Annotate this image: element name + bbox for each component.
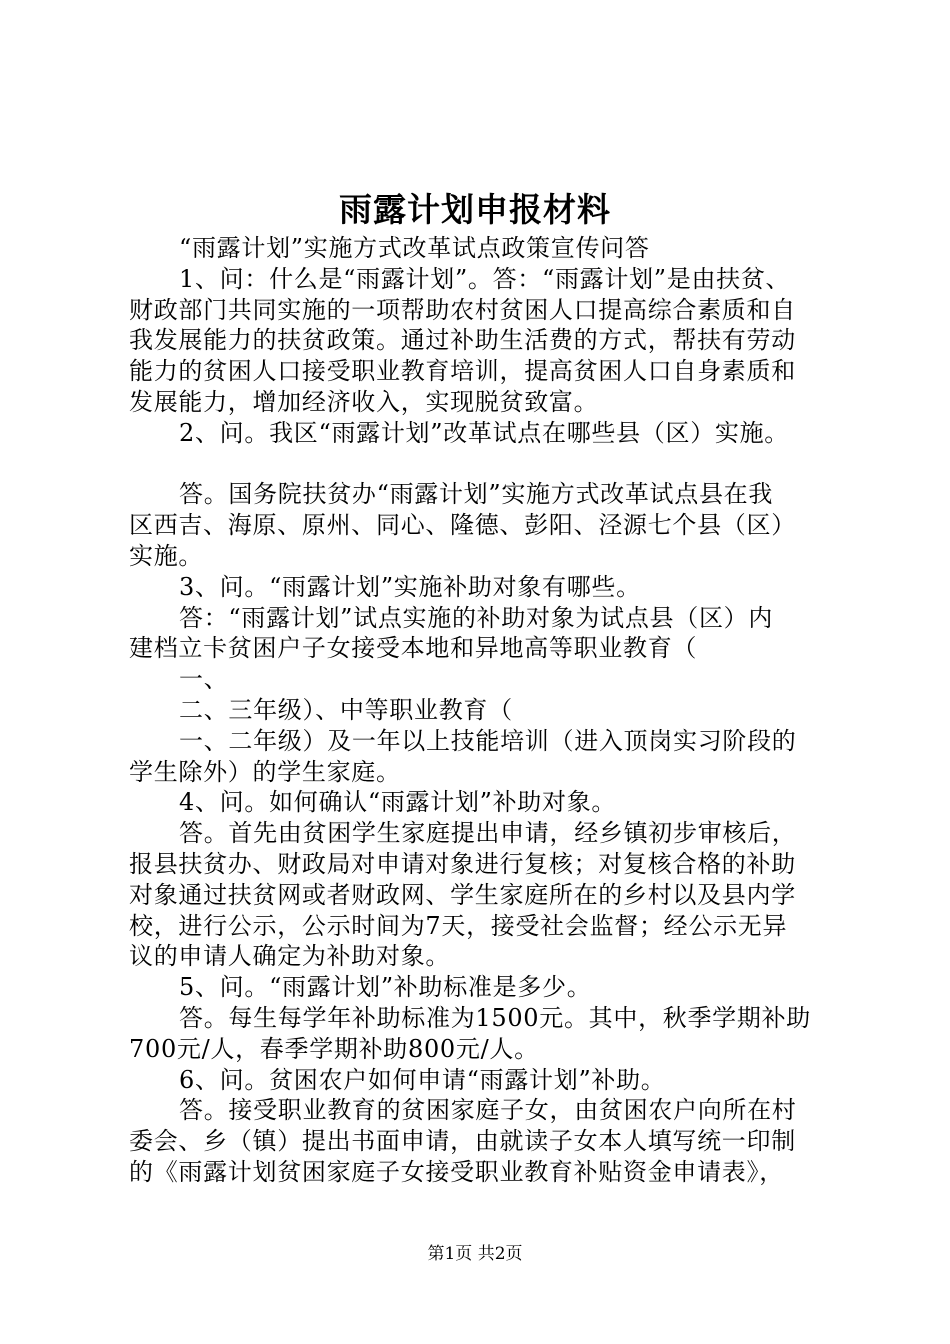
page-number-footer: 第1页 共2页 xyxy=(427,1244,523,1264)
paragraph-line: 委会、乡（镇）提出书面申请，由就读子女本人填写统一印制 xyxy=(129,1127,796,1156)
paragraph-line: 报县扶贫办、财政局对申请对象进行复核；对复核合格的补助 xyxy=(129,849,796,878)
paragraph-line: 财政部门共同实施的一项帮助农村贫困人口提高综合素质和自 xyxy=(129,295,796,324)
paragraph-line: 二、三年级）、中等职业教育（ xyxy=(179,695,513,724)
paragraph-line: 3、问。“雨露计划”实施补助对象有哪些。 xyxy=(179,572,641,601)
paragraph-line: 校，进行公示，公示时间为7天，接受社会监督；经公示无异 xyxy=(129,911,788,940)
paragraph-line: 答。首先由贫困学生家庭提出申请，经乡镇初步审核后， xyxy=(179,819,797,848)
paragraph-line: 能力的贫困人口接受职业教育培训，提高贫困人口自身素质和 xyxy=(129,357,796,386)
paragraph-line: 4、问。如何确认“雨露计划”补助对象。 xyxy=(179,788,617,817)
document-body xyxy=(129,233,829,1188)
paragraph-line: 答。接受职业教育的贫困家庭子女，由贫困农户向所在村 xyxy=(179,1096,797,1125)
paragraph-line: 对象通过扶贫网或者财政网、学生家庭所在的乡村以及县内学 xyxy=(129,880,796,909)
paragraph-line: 的《雨露计划贫困家庭子女接受职业教育补贴资金申请表》， xyxy=(129,1157,784,1186)
paragraph-line: 答。每生每学年补助标准为1500元。其中，秋季学期补助 xyxy=(179,1003,811,1032)
blank-line xyxy=(129,449,829,480)
paragraph-line: 6、问。贫困农户如何申请“雨露计划”补助。 xyxy=(179,1065,666,1094)
document-title: 雨露计划申报材料 xyxy=(339,190,611,229)
paragraph-line: 5、问。“雨露计划”补助标准是多少。 xyxy=(179,973,592,1002)
paragraph-line: 1、问：什么是“雨露计划”。答：“雨露计划”是由扶贫、 xyxy=(179,264,791,293)
paragraph-line: 2、问。我区“雨露计划”改革试点在哪些县（区）实施。 xyxy=(179,418,790,447)
paragraph-line: 答。国务院扶贫办“雨露计划”实施方式改革试点县在我 xyxy=(179,480,774,509)
paragraph-line: 建档立卡贫困户子女接受本地和异地高等职业教育（ xyxy=(129,634,698,663)
paragraph-line: 发展能力，增加经济收入，实现脱贫致富。 xyxy=(129,387,599,416)
paragraph-line: 一、 xyxy=(179,665,229,694)
paragraph-line: 我发展能力的扶贫政策。通过补助生活费的方式，帮扶有劳动 xyxy=(129,326,796,355)
paragraph-line: 议的申请人确定为补助对象。 xyxy=(129,942,451,971)
paragraph-line: 答：“雨露计划”试点实施的补助对象为试点县（区）内 xyxy=(179,603,774,632)
paragraph-line: 700元/人，春季学期补助800元/人。 xyxy=(129,1034,539,1063)
paragraph-line: 一、二年级）及一年以上技能培训（进入顶岗实习阶段的 xyxy=(179,726,797,755)
paragraph-line: 学生除外）的学生家庭。 xyxy=(129,757,401,786)
paragraph-line: 实施。 xyxy=(129,541,204,570)
paragraph-line: 区西吉、海原、原州、同心、隆德、彭阳、泾源七个县（区） xyxy=(129,511,796,540)
subtitle-line: “雨露计划”实施方式改革试点政策宣传问答 xyxy=(179,234,650,262)
